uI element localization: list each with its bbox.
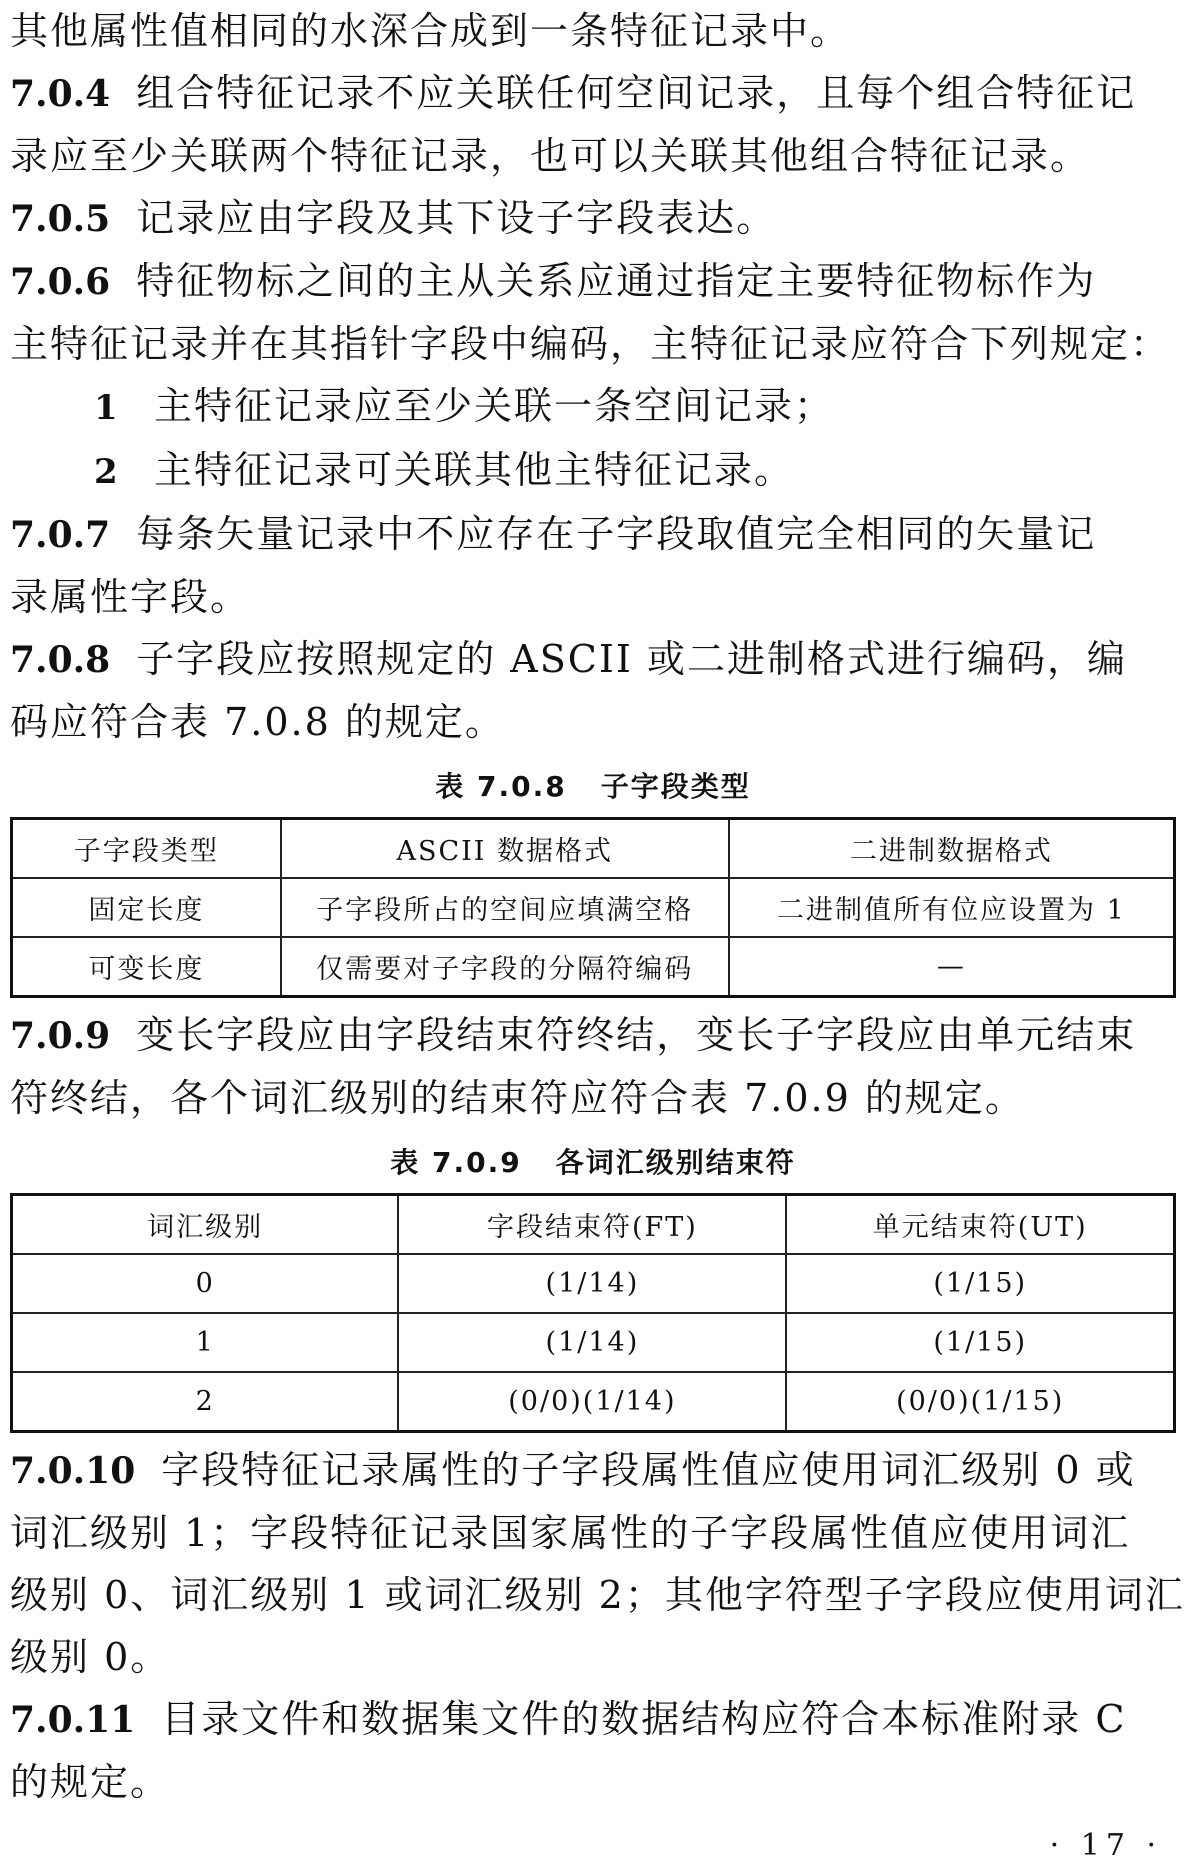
table-row bbox=[12, 1372, 1175, 1432]
table-number: 表 7.0.9 bbox=[390, 1146, 522, 1179]
table-header: 字段结束符(FT) bbox=[398, 1195, 786, 1255]
table-caption bbox=[10, 1133, 1176, 1193]
table-cell: 子字段所占的空间应填满空格 bbox=[281, 878, 729, 937]
table-header: 子字段类型 bbox=[12, 819, 281, 879]
text: 每条矢量记录中不应存在子字段取值完全相同的矢量记 bbox=[136, 512, 1097, 556]
table-header-row bbox=[12, 1195, 1175, 1255]
clause-7-0-6 bbox=[10, 250, 1176, 313]
table-cell: (1/15) bbox=[786, 1313, 1174, 1372]
clause-7-0-7 bbox=[10, 503, 1176, 566]
table-cell: 0 bbox=[12, 1254, 399, 1313]
text: 记录应由字段及其下设子字段表达。 bbox=[136, 196, 777, 240]
paragraph-line bbox=[10, 1067, 1176, 1129]
paragraph-line bbox=[10, 313, 1176, 375]
table-title: 子字段类型 bbox=[600, 770, 751, 803]
table-cell: (0/0)(1/15) bbox=[786, 1372, 1174, 1432]
table-cell: 固定长度 bbox=[12, 878, 281, 937]
table-cell: (1/15) bbox=[786, 1254, 1174, 1313]
clause-number: 7.0.4 bbox=[10, 73, 111, 115]
text: 字段特征记录属性的子字段属性值应使用词汇级别 0 或 bbox=[161, 1448, 1136, 1492]
table-cell: (1/14) bbox=[398, 1313, 786, 1372]
table-cell: (1/14) bbox=[398, 1254, 786, 1313]
table-row bbox=[12, 937, 1175, 997]
paragraph-line bbox=[10, 125, 1176, 187]
clause-7-0-4 bbox=[10, 62, 1176, 125]
text: 主特征记录应至少关联一条空间记录； bbox=[154, 384, 835, 428]
text: 录应至少关联两个特征记录，也可以关联其他组合特征记录。 bbox=[10, 134, 1091, 178]
table-caption bbox=[10, 757, 1176, 817]
paragraph-line bbox=[10, 1626, 1176, 1688]
text: 词汇级别 1；字段特征记录国家属性的子字段属性值应使用词汇 bbox=[10, 1511, 1131, 1555]
table-cell: 1 bbox=[12, 1313, 399, 1372]
clause-7-0-11 bbox=[10, 1688, 1176, 1751]
item-number: 1 bbox=[94, 388, 120, 428]
table-7-0-8 bbox=[10, 817, 1176, 998]
text: 其他属性值相同的水深合成到一条特征记录中。 bbox=[10, 9, 851, 53]
table-cell: 仅需要对子字段的分隔符编码 bbox=[281, 937, 729, 997]
table-7-0-9 bbox=[10, 1193, 1176, 1433]
text: 主特征记录并在其指针字段中编码，主特征记录应符合下列规定： bbox=[10, 322, 1171, 366]
list-item bbox=[10, 439, 1176, 503]
table-cell: 可变长度 bbox=[12, 937, 281, 997]
text: 录属性字段。 bbox=[10, 575, 251, 619]
paragraph-line bbox=[10, 691, 1176, 753]
text: 特征物标之间的主从关系应通过指定主要特征物标作为 bbox=[136, 259, 1097, 303]
paragraph-line bbox=[10, 1502, 1176, 1564]
text: 级别 0。 bbox=[10, 1635, 171, 1679]
table-header: 词汇级别 bbox=[12, 1195, 399, 1255]
paragraph-line bbox=[10, 1751, 1176, 1813]
text: 目录文件和数据集文件的数据结构应符合本标准附录 C bbox=[161, 1697, 1127, 1741]
table-header: 二进制数据格式 bbox=[729, 819, 1175, 879]
paragraph-line bbox=[10, 0, 1176, 62]
table-number: 表 7.0.8 bbox=[435, 770, 567, 803]
clause-7-0-8 bbox=[10, 628, 1176, 691]
page-number: · 17 · bbox=[1049, 1828, 1162, 1863]
table-title: 各词汇级别结束符 bbox=[555, 1146, 796, 1179]
text: 码应符合表 7.0.8 的规定。 bbox=[10, 700, 505, 744]
text: 组合特征记录不应关联任何空间记录，且每个组合特征记 bbox=[136, 71, 1137, 115]
table-row bbox=[12, 1254, 1175, 1313]
text: 级别 0、词汇级别 1 或词汇级别 2；其他字符型子字段应使用词汇 bbox=[10, 1573, 1185, 1617]
clause-7-0-9 bbox=[10, 1004, 1176, 1067]
clause-7-0-10 bbox=[10, 1439, 1176, 1502]
text: 子字段应按照规定的 ASCII 或二进制格式进行编码，编 bbox=[136, 637, 1127, 681]
text: 符终结，各个词汇级别的结束符应符合表 7.0.9 的规定。 bbox=[10, 1076, 1025, 1120]
clause-number: 7.0.9 bbox=[10, 1015, 111, 1057]
clause-number: 7.0.8 bbox=[10, 639, 111, 681]
clause-number: 7.0.10 bbox=[10, 1450, 136, 1492]
table-header: 单元结束符(UT) bbox=[786, 1195, 1174, 1255]
text: 主特征记录可关联其他主特征记录。 bbox=[154, 448, 795, 492]
clause-number: 7.0.6 bbox=[10, 261, 111, 303]
item-number: 2 bbox=[94, 452, 120, 492]
table-cell: 2 bbox=[12, 1372, 399, 1432]
table-cell: 二进制值所有位应设置为 1 bbox=[729, 878, 1175, 937]
table-header: ASCII 数据格式 bbox=[281, 819, 729, 879]
table-row bbox=[12, 1313, 1175, 1372]
clause-7-0-5 bbox=[10, 187, 1176, 250]
table-row bbox=[12, 878, 1175, 937]
text: 变长字段应由字段结束符终结，变长子字段应由单元结束 bbox=[136, 1013, 1137, 1057]
clause-number: 7.0.5 bbox=[10, 198, 111, 240]
table-cell: (0/0)(1/14) bbox=[398, 1372, 786, 1432]
table-header-row bbox=[12, 819, 1175, 879]
list-item bbox=[10, 375, 1176, 439]
paragraph-line bbox=[10, 566, 1176, 628]
paragraph-line bbox=[10, 1564, 1185, 1626]
clause-number: 7.0.7 bbox=[10, 514, 111, 556]
table-cell: — bbox=[729, 937, 1175, 997]
clause-number: 7.0.11 bbox=[10, 1699, 136, 1741]
text: 的规定。 bbox=[10, 1760, 171, 1804]
